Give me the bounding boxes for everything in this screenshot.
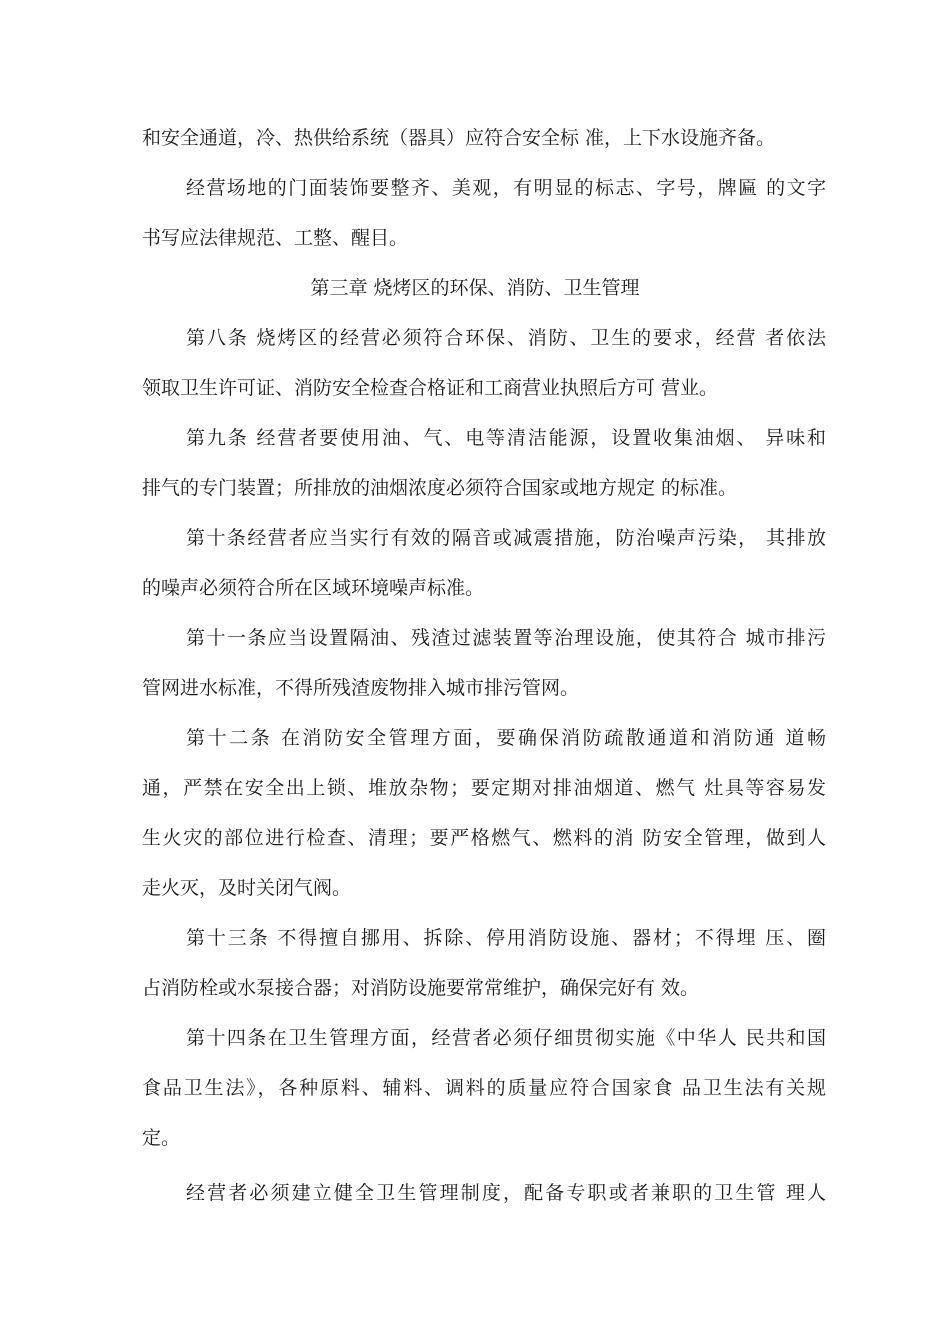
text-line: 第十二条 在消防安全管理方面，要确保消防疏散通道和消防通 道畅 bbox=[186, 727, 826, 749]
text-line: 经营者必须建立健全卫生管理制度，配备专职或者兼职的卫生管 理人 bbox=[186, 1182, 826, 1204]
text-line: 生火灾的部位进行检查、清理；要严格燃气、燃料的消 防安全管理，做到人 bbox=[142, 827, 826, 849]
text-line: 第八条 烧烤区的经营必须符合环保、消防、卫生的要求，经营 者依法 bbox=[186, 327, 826, 349]
text-line: 的噪声必须符合所在区域环境噪声标准。 bbox=[142, 577, 485, 599]
text-line: 通，严禁在安全出上锁、堆放杂物；要定期对排油烟道、燃气 灶具等容易发 bbox=[142, 777, 826, 799]
text-line: 管网进水标准，不得所残渣废物排入城市排污管网。 bbox=[142, 677, 580, 699]
text-line: 占消防栓或水泵接合器；对消防设施要常常维护，确保完好有 效。 bbox=[142, 977, 700, 999]
chapter-heading: 第三章 烧烤区的环保、消防、卫生管理 bbox=[310, 277, 640, 299]
text-line: 第十三条 不得擅自挪用、拆除、停用消防设施、器材；不得埋 压、圈 bbox=[186, 927, 826, 949]
text-line: 第十条经营者应当实行有效的隔音或减震措施，防治噪声污染， 其排放 bbox=[186, 527, 826, 549]
text-line: 食品卫生法》，各种原料、辅料、调料的质量应符合国家食 品卫生法有关规 bbox=[142, 1077, 826, 1099]
text-line: 经营场地的门面装饰要整齐、美观，有明显的标志、字号，牌匾 的文字 bbox=[186, 177, 826, 199]
text-line: 排气的专门装置；所排放的油烟浓度必须符合国家或地方规定 的标准。 bbox=[142, 477, 738, 499]
text-line: 和安全通道，冷、热供给系统（器具）应符合安全标 准，上下水设施齐备。 bbox=[142, 127, 776, 149]
text-line: 书写应法律规范、工整、醒目。 bbox=[142, 227, 409, 249]
text-line: 第十四条在卫生管理方面，经营者必须仔细贯彻实施《中华人 民共和国 bbox=[186, 1027, 826, 1049]
text-line: 领取卫生许可证、消防安全检查合格证和工商营业执照后方可 营业。 bbox=[142, 377, 719, 399]
text-line: 第十一条应当设置隔油、残渣过滤装置等治理设施，使其符合 城市排污 bbox=[186, 627, 826, 649]
text-line: 定。 bbox=[142, 1127, 181, 1149]
text-line: 第九条 经营者要使用油、气、电等清洁能源，设置收集油烟、 异味和 bbox=[186, 427, 826, 449]
text-line: 走火灭，及时关闭气阀。 bbox=[142, 877, 352, 899]
